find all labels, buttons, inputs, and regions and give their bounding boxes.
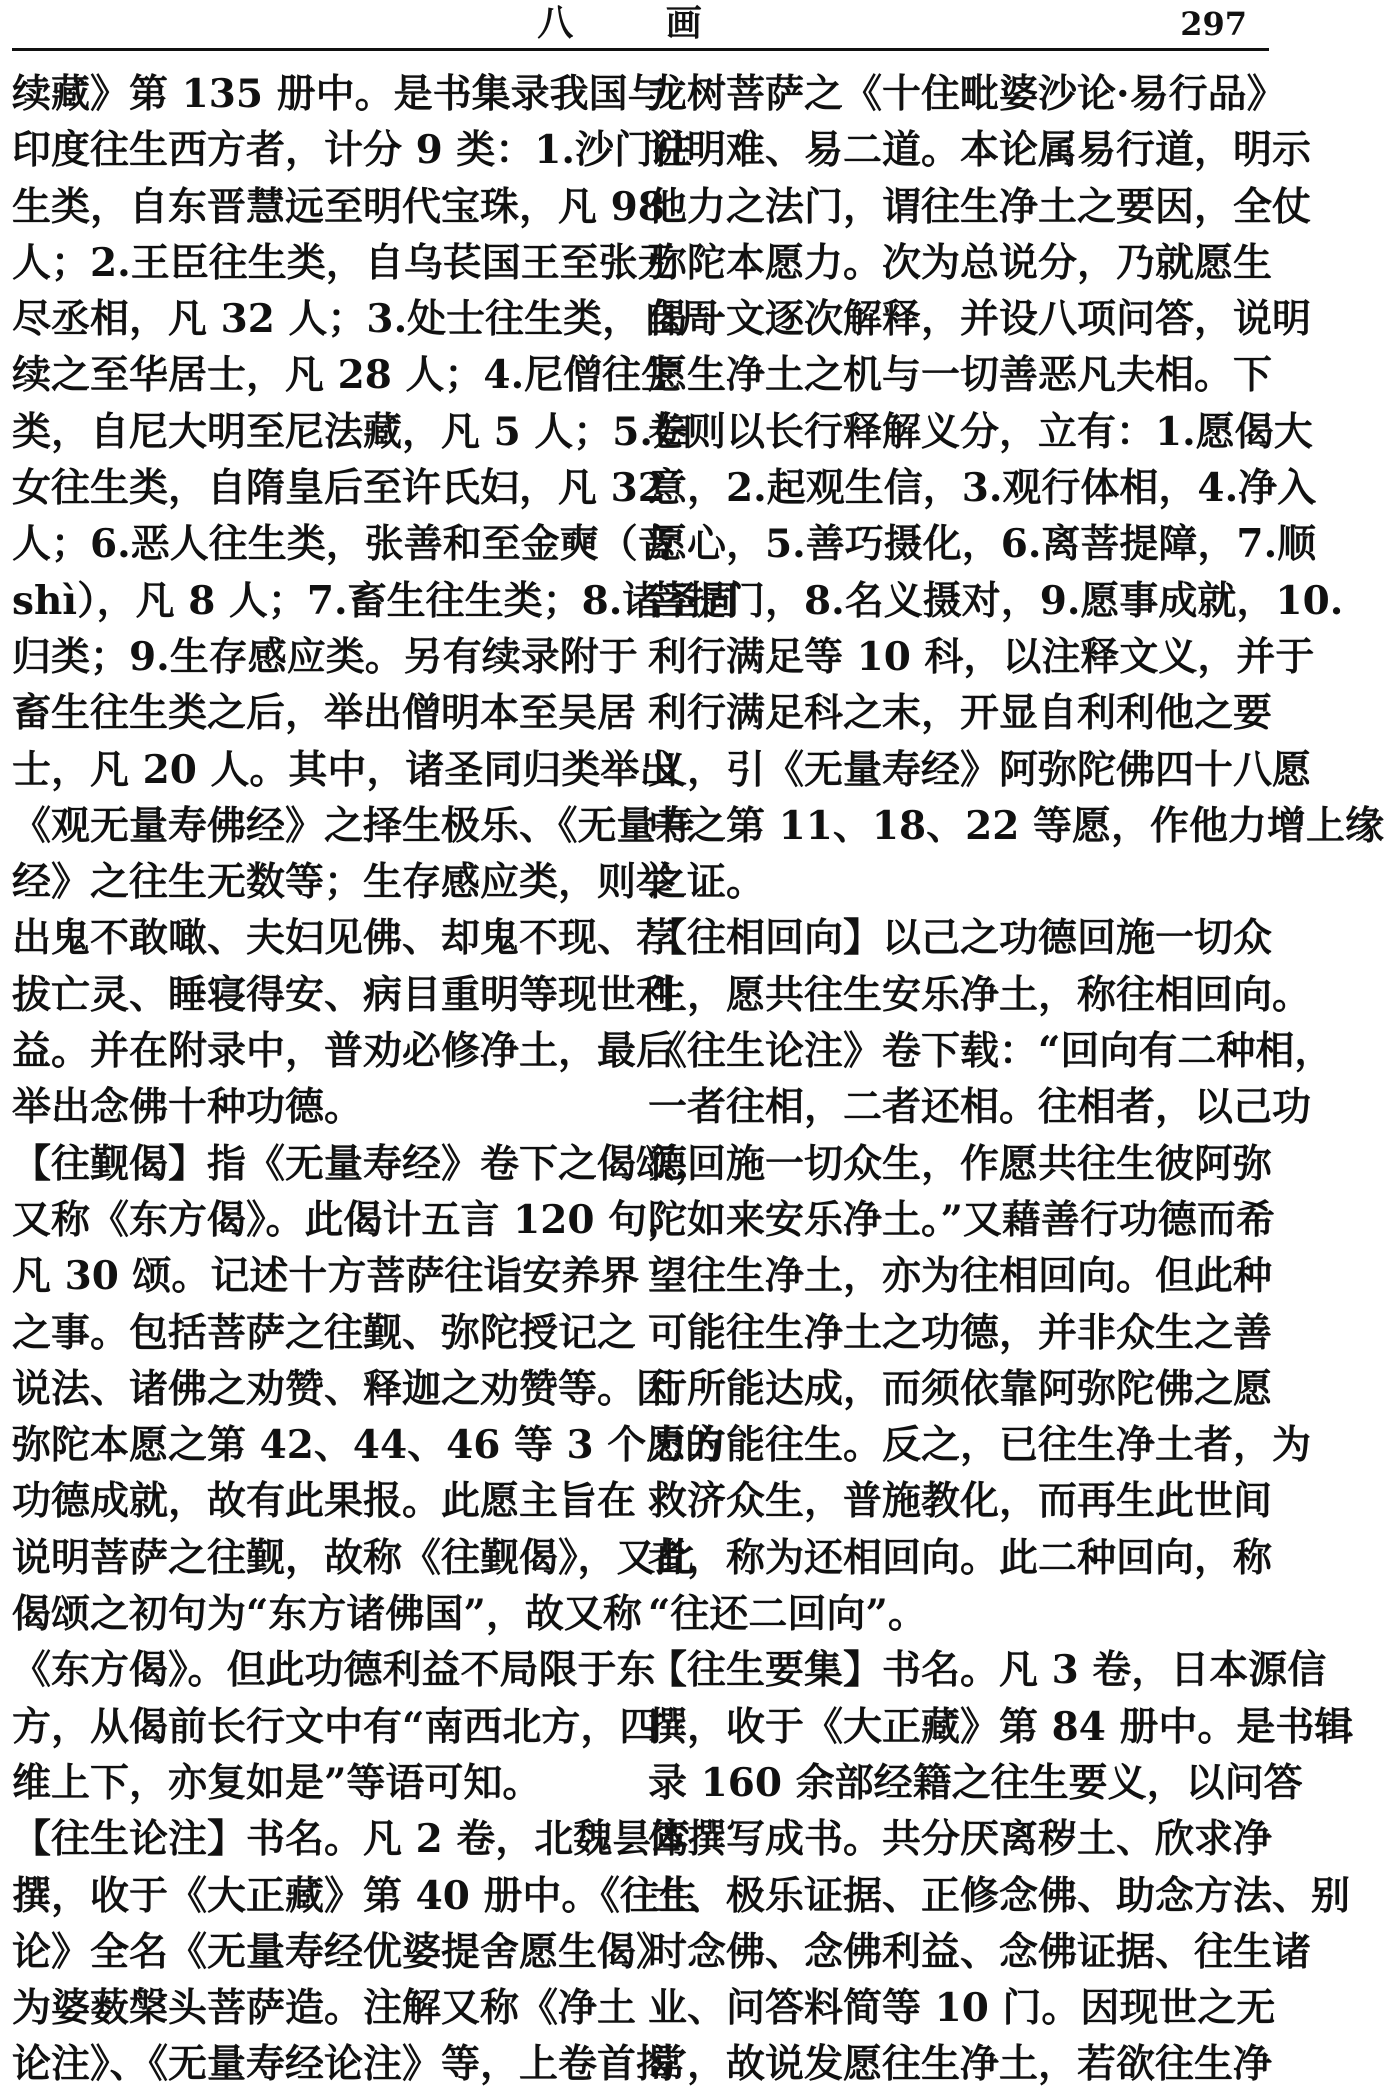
text-line: 《往生论注》卷下载：“回向有二种相， [648, 1028, 1334, 1075]
text-line: 《观无量寿佛经》之择生极乐、《无量寿 [12, 802, 695, 849]
text-line: 弥陀本愿力。次为总说分，乃就愿生 [648, 239, 1273, 286]
text-line: 之证。 [648, 859, 766, 906]
right-column [648, 66, 1384, 2093]
text-line: 续之至华居士，凡 28 人；4.尼僧往生 [12, 352, 681, 399]
text-line: 愿生净土之机与一切善恶凡夫相。下 [648, 352, 1273, 399]
text-line: 凡 30 颂。记述十方菩萨往诣安养界 [12, 1253, 640, 1300]
text-line: 人；6.恶人往生类，张善和至金奭（音 [12, 521, 677, 568]
text-line: 卷则以长行释解义分，立有：1.愿偈大 [648, 408, 1313, 455]
text-line: 利行满足等 10 科，以注释文义，并于 [648, 633, 1315, 680]
text-line: 【往生论注】书名。凡 2 卷，北魏昙鸾 [12, 1816, 691, 1863]
text-line: 女往生类，自隋皇后至许氏妇，凡 32 [12, 465, 665, 512]
text-line: 之事。包括菩萨之往觐、弥陀授记之 [12, 1309, 637, 1356]
text-line: 德回施一切众生，作愿共往生彼阿弥 [648, 1140, 1273, 1187]
text-line: 人；2.王臣往生类，自乌苌国王至张无 [12, 239, 677, 286]
text-line: 者，称为还相回向。此二种回向，称 [648, 1534, 1273, 1581]
text-line: 印度往生西方者，计分 9 类：1.沙门往 [12, 127, 693, 174]
text-line: 撰，收于《大正藏》第 40 册中。《往生 [12, 1872, 698, 1919]
text-line: 为婆薮槃头菩萨造。注解又称《净土 [12, 1985, 637, 2032]
text-line: 益。并在附录中，普劝必修净土，最后 [12, 1028, 676, 1075]
text-line: 生，愿共往生安乐净土，称往相回向。 [648, 971, 1312, 1018]
text-line: 中之第 11、18、22 等愿，作他力增上缘 [648, 802, 1384, 849]
text-line: 生类，自东晋慧远至明代宝珠，凡 98 [12, 183, 665, 230]
page-header [0, 0, 1279, 44]
text-line: 行所能达成，而须依靠阿弥陀佛之愿 [648, 1365, 1273, 1412]
text-line: 义，引《无量寿经》阿弥陀佛四十八愿 [648, 746, 1312, 793]
text-line: 陀如来安乐净土。”又藉善行功德而希 [648, 1196, 1275, 1243]
text-line: 救济众生，普施教化，而再生此世间 [648, 1478, 1273, 1525]
text-line: 拔亡灵、睡寝得安、病目重明等现世利 [12, 971, 676, 1018]
text-line: 类，自尼大明至尼法藏，凡 5 人；5.妇 [12, 408, 693, 455]
text-line: 功德成就，故有此果报。此愿主旨在 [12, 1478, 637, 1525]
text-line: 菩提门，8.名义摄对，9.愿事成就，10. [648, 577, 1344, 624]
text-line: 续藏》第 135 册中。是书集录我国与 [12, 71, 667, 117]
text-line: 业、问答料简等 10 门。因现世之无 [648, 1985, 1276, 2032]
text-line: 龙树菩萨之《十住毗婆沙论·易行品》 [648, 71, 1286, 117]
text-line: 一者往相，二者还相。往相者，以己功 [648, 1084, 1312, 1131]
chapter-title: 八 画 [537, 2, 742, 44]
page-number: 297 [1180, 5, 1247, 43]
text-line: 【往觐偈】指《无量寿经》卷下之偈颂， [12, 1140, 715, 1187]
text-line: 【往生要集】书名。凡 3 卷，日本源信 [648, 1647, 1327, 1694]
text-line: 说明难、易二道。本论属易行道，明示 [648, 127, 1312, 174]
text-line: shì），凡 8 人；7.畜生往生类；8.诸圣同 [12, 577, 740, 624]
text-line: 举出念佛十种功德。 [12, 1084, 364, 1131]
text-line: 望往生净土，亦为往相回向。但此种 [648, 1253, 1273, 1300]
text-line: 土、极乐证据、正修念佛、助念方法、别 [648, 1872, 1351, 1919]
text-line: 出鬼不敢噉、夫妇见佛、却鬼不现、荐 [12, 915, 676, 962]
text-line: 士，凡 20 人。其中，诸圣同归类举出 [12, 746, 679, 793]
text-line: 偈颂之初句为“东方诸佛国”，故又称 [12, 1591, 642, 1638]
text-line: 说明菩萨之往觐，故称《往觐偈》，又此 [12, 1534, 695, 1581]
text-line: 《东方偈》。但此功德利益不局限于东 [12, 1647, 656, 1694]
text-line: 论注》、《无量寿经论注》等，上卷首揭 [12, 2041, 676, 2088]
text-line: 论》全名《无量寿经优婆提舍愿生偈》 [12, 1928, 676, 1975]
text-line: 经》之往生无数等；生存感应类，则举 [12, 859, 676, 906]
text-line: 维上下，亦复如是”等语可知。 [12, 1759, 542, 1806]
text-line: 方，从偈前长行文中有“南西北方，四 [12, 1703, 659, 1750]
text-line: 可能往生净土之功德，并非众生之善 [648, 1309, 1273, 1356]
text-line: 意，2.起观生信，3.观行体相，4.净入 [648, 465, 1317, 512]
text-line: 说法、诸佛之劝赞、释迦之劝赞等。因 [12, 1365, 676, 1412]
text-line: 录 160 余部经籍之往生要义，以问答 [648, 1759, 1303, 1806]
text-line: 体撰写成书。共分厌离秽土、欣求净 [648, 1816, 1273, 1863]
text-line: 又称《东方偈》。此偈计五言 120 句， [12, 1196, 687, 1243]
text-line: 常，故说发愿往生净土，若欲往生净 [648, 2041, 1273, 2088]
text-line: 力方能往生。反之，已往生净土者，为 [648, 1422, 1312, 1469]
text-line: 偈一文逐次解释，并设八项问答，说明 [648, 296, 1312, 343]
text-line: 利行满足科之末，开显自利利他之要 [648, 690, 1273, 737]
text-line: 畜生往生类之后，举出僧明本至吴居 [12, 690, 637, 737]
text-line: 愿心，5.善巧摄化，6.离菩提障，7.顺 [648, 521, 1317, 568]
text-line: 尽丞相，凡 32 人；3.处士往生类，自周 [12, 296, 720, 343]
text-line: 【往相回向】以己之功德回施一切众 [648, 915, 1273, 962]
text-line: 撰，收于《大正藏》第 84 册中。是书辑 [648, 1703, 1354, 1750]
header-rule [12, 48, 1269, 51]
text-line: 时念佛、念佛利益、念佛证据、往生诸 [648, 1928, 1312, 1975]
text-line: 归类；9.生存感应类。另有续录附于 [12, 633, 638, 680]
text-line: 弥陀本愿之第 42、44、46 等 3 个愿的 [12, 1422, 725, 1469]
text-line: 他力之法门，谓往生净土之要因，全仗 [648, 183, 1312, 230]
text-line: “往还二回向”。 [648, 1591, 927, 1638]
